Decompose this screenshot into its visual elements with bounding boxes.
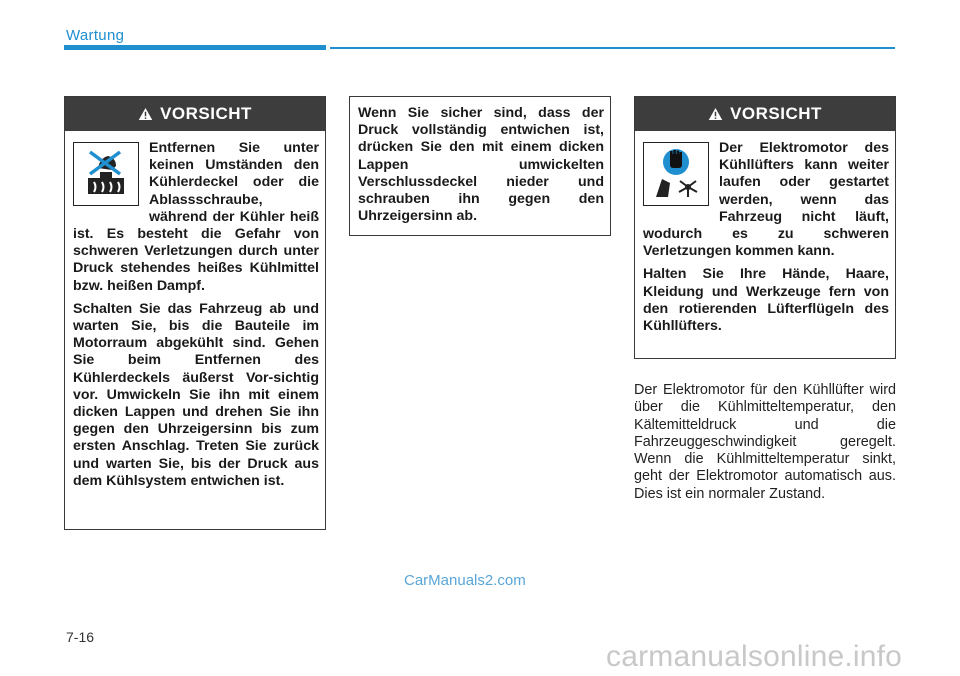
caution-heading-right: VORSICHT: [730, 104, 822, 123]
watermark-carmanualsonline[interactable]: carmanualsonline.info: [606, 640, 903, 673]
stop-hand-fan-icon: [643, 142, 709, 206]
continuation-box: [349, 96, 611, 236]
caution-body-right: [635, 131, 895, 345]
caution-heading-left: VORSICHT: [160, 104, 252, 123]
header-rule-thick: [64, 45, 326, 50]
hot-radiator-cap-prohibited-icon: [73, 142, 139, 206]
caution-left-paragraph-2: Schalten Sie das Fahrzeug ab und warten Sie, bis die Bauteile im Motorraum abgekühlt sind. Gehen Sie beim Entfernen des Kühlerdeckels äußerst Vor-sichtig vor. Umwickeln Sie ihn mit einem dicken Lappen und drehen Sie ihn gegen den Uhrzeigersinn bis zum ersten Anschlag. Treten Sie zurück und warten Sie, bis der Druck aus dem Kühlsystem entwichen ist.: [73, 300, 319, 489]
caution-right-paragraph-2: Halten Sie Ihre Hände, Haare, Kleidung und Werkzeuge fern von den rotierenden Lüfterflügeln des Kühllüfters.: [643, 266, 889, 335]
body-text: Der Elektromotor für den Kühllüfter wird über die Kühlmitteltemperatur, den Kältemitteldruck und die Fahrzeuggeschwindigkeit geregelt. Wenn die Kühlmitteltemperatur sinkt, geht der Elektromotor automatisch aus. Dies ist ein normaler Zustand.: [634, 382, 896, 502]
caution-box-right: [634, 96, 896, 359]
caution-right-paragraph-1: Der Elektromotor des Kühllüfters kann weiter laufen oder gestartet werden, wenn das Fahrzeug nicht läuft, wodurch es zu schweren Verletzungen kommen kann.: [643, 140, 889, 260]
header-rule-thin: [330, 47, 895, 49]
warning-triangle-icon: [138, 107, 153, 121]
warning-triangle-icon: [708, 107, 723, 121]
caution-left-paragraph-1: Entfernen Sie unter keinen Umständen den Kühlerdeckel oder die Ablassschraube, während der Kühler heiß ist. Es besteht die Gefahr von schweren Verletzungen durch unter Druck stehendes heißes Kühlmittel bzw. heißen Dampf.: [73, 140, 319, 294]
section-title: Wartung: [66, 27, 125, 44]
caution-box-left: [64, 96, 326, 530]
caution-body-left: [65, 131, 325, 500]
caution-header-left: [65, 97, 325, 131]
watermark-carmanuals2[interactable]: CarManuals2.com: [404, 572, 526, 589]
continuation-body: [350, 97, 610, 235]
continuation-text: Wenn Sie sicher sind, dass der Druck vollständig entwichen ist, drücken Sie den mit einem dicken Lappen umwickelten Verschlussdeckel nieder und schrauben ihn gegen den Uhrzeigersinn ab.: [358, 105, 604, 225]
caution-header-right: [635, 97, 895, 131]
page-number: 7-16: [66, 629, 95, 645]
